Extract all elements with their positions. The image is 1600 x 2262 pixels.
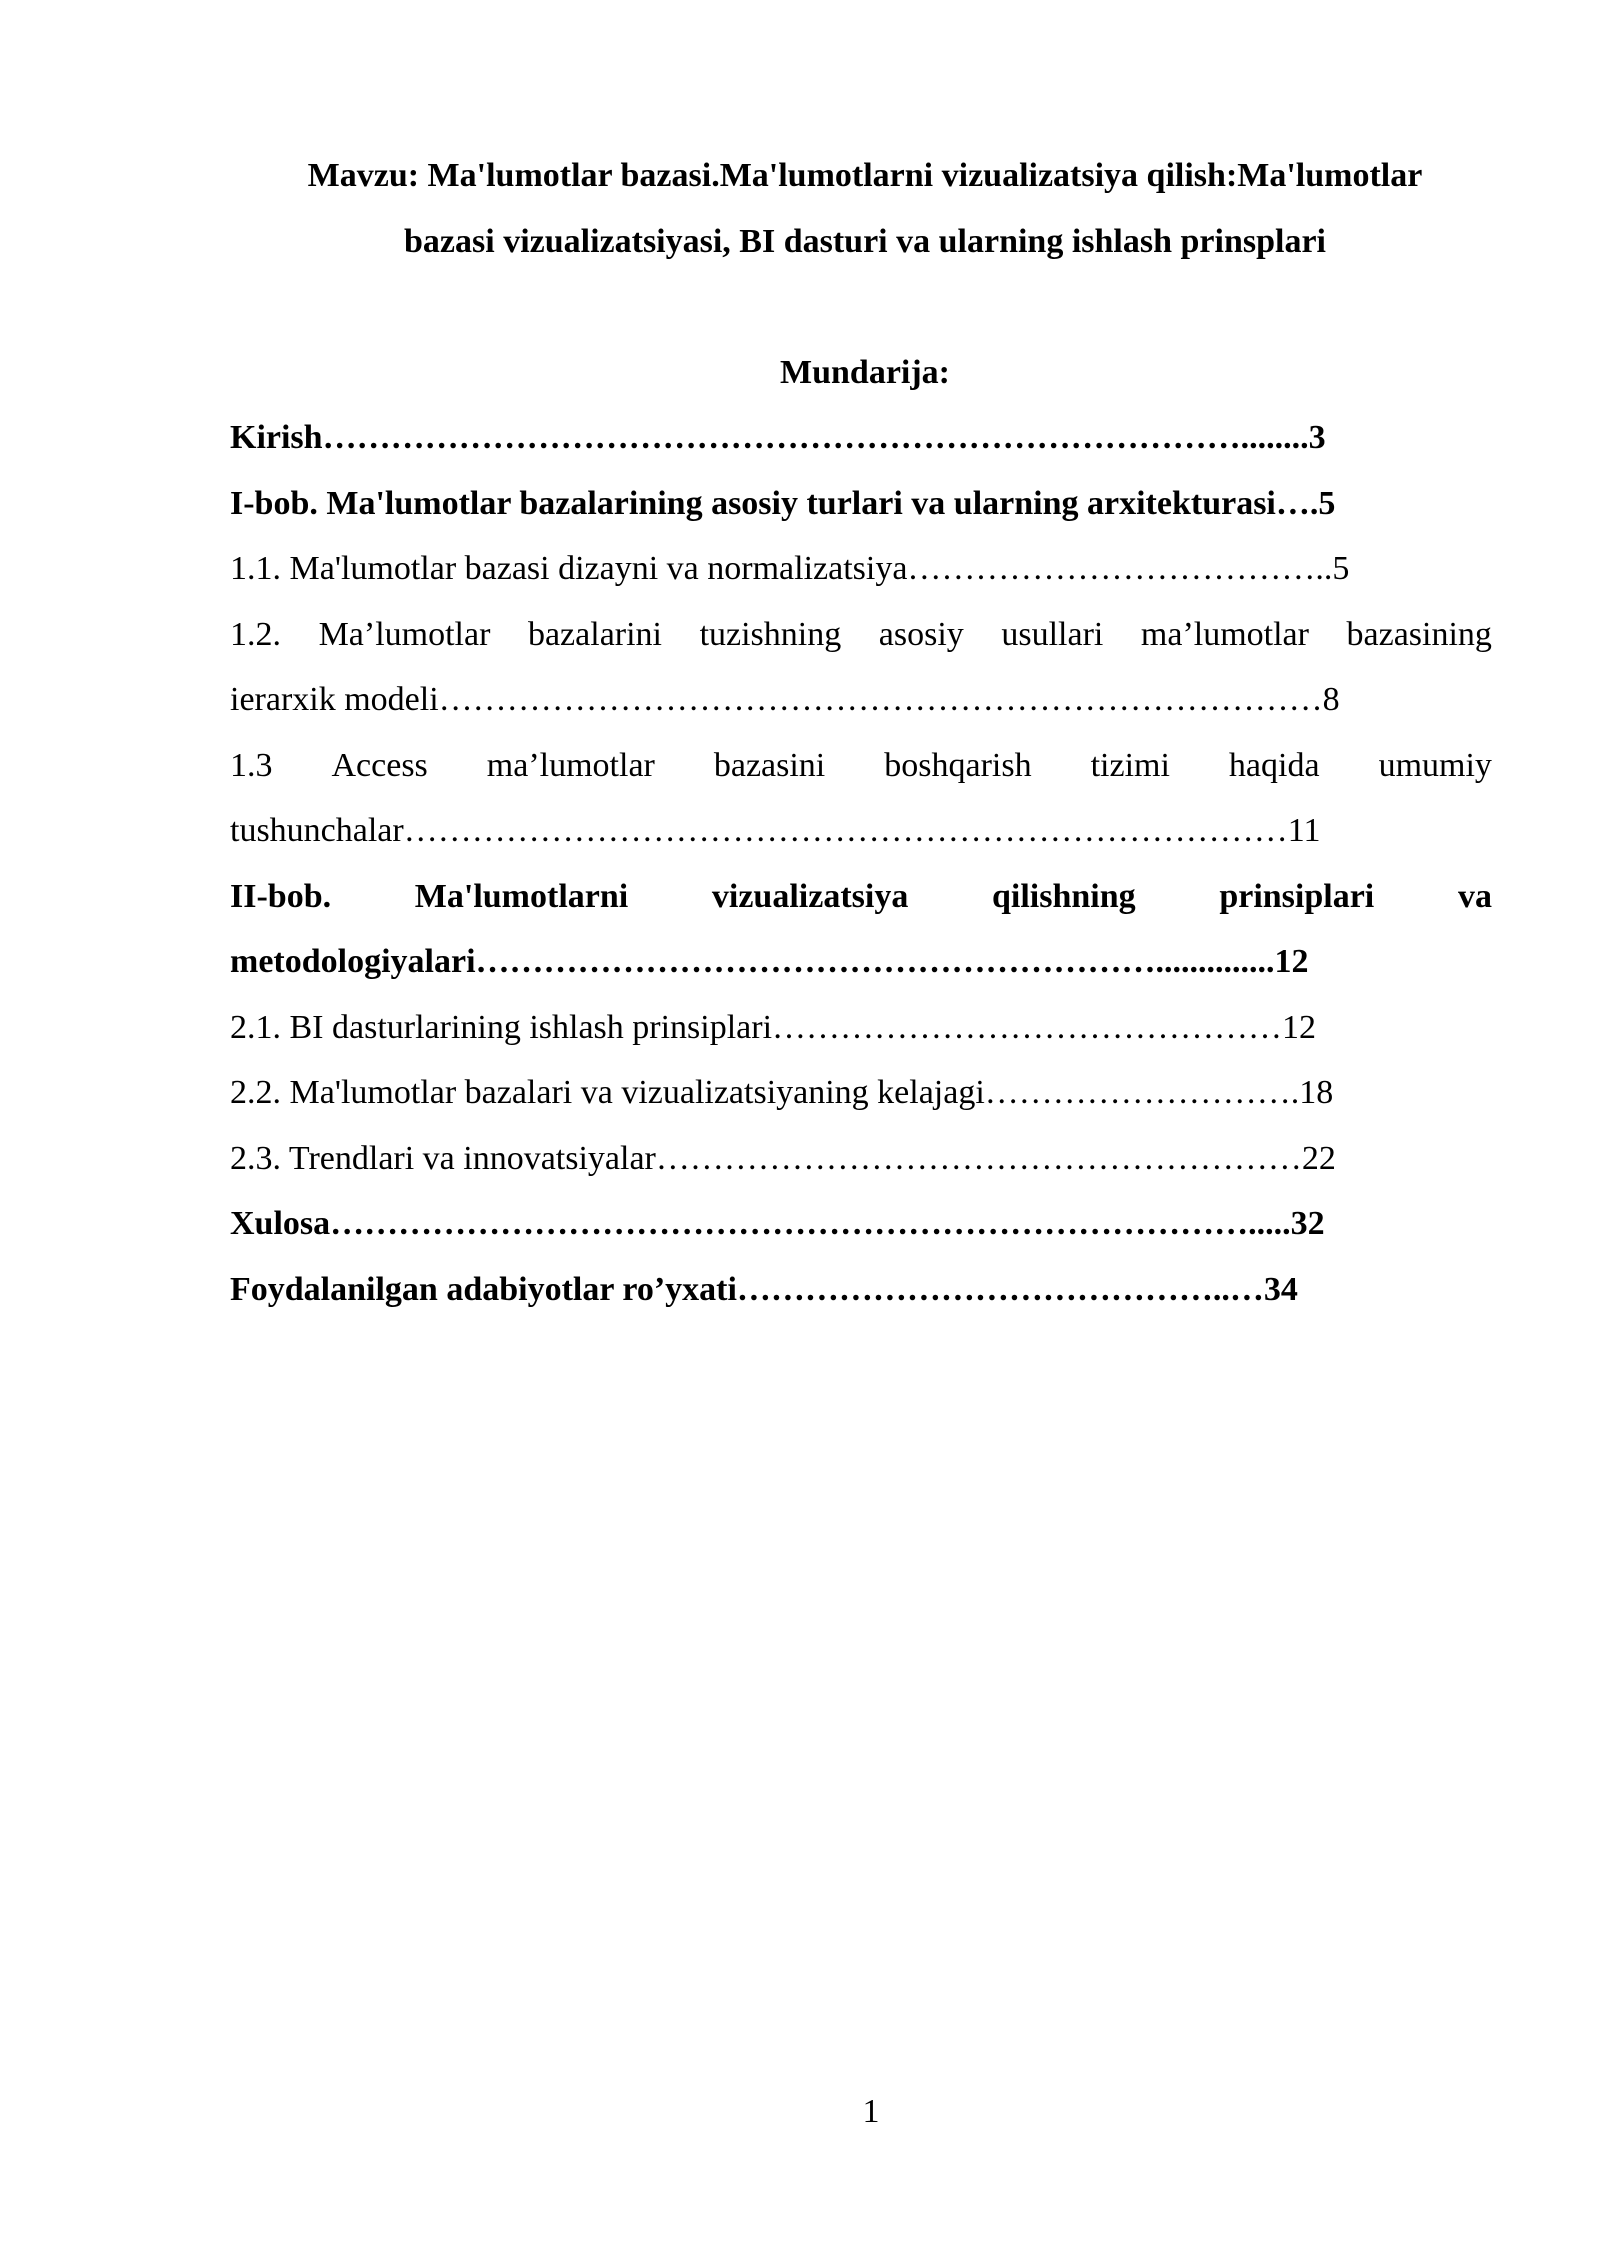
toc-word: va xyxy=(1457,877,1492,915)
toc-word: umumiy xyxy=(1378,746,1492,784)
toc-word: Ma'lumotlarni xyxy=(414,877,629,915)
toc-word: bazasini xyxy=(713,746,826,784)
toc-entry-references: Foydalanilgan adabiyotlar ro’yxati……………………………………..…34 xyxy=(230,1270,1298,1308)
toc-entry-chapter-1: I-bob. Ma'lumotlar bazalarining asosiy turlari va ularning arxitekturasi….5 xyxy=(230,484,1336,522)
toc-word: prinsiplari xyxy=(1219,877,1375,915)
toc-word: boshqarish xyxy=(884,746,1032,784)
toc-word: Ma’lumotlar xyxy=(318,615,491,653)
toc-entry-1-3-continued: tushunchalar……………………………………………………………………11 xyxy=(230,812,1321,849)
toc-entry-2-1: 2.1. BI dasturlarining ishlash prinsiplari………………………………………12 xyxy=(230,1008,1317,1046)
toc-word: haqida xyxy=(1228,746,1320,784)
toc-entry-chapter-2 xyxy=(230,864,1492,930)
toc-word: tizimi xyxy=(1090,746,1170,784)
toc-entry-chapter-2-continued: metodologiyalari……………………………………………………..............12 xyxy=(230,943,1309,980)
toc-word: bazalarini xyxy=(527,615,662,653)
toc-word: tuzishning xyxy=(699,615,842,653)
toc-entry-2-3: 2.3. Trendlari va innovatsiyalar…………………………………………………22 xyxy=(230,1139,1336,1177)
table-of-contents xyxy=(230,405,1492,1322)
toc-word: ma’lumotlar xyxy=(1140,615,1309,653)
toc-word: qilishning xyxy=(992,877,1136,915)
toc-entry-1-2 xyxy=(230,602,1492,668)
toc-word: bazasining xyxy=(1346,615,1492,653)
page-number: 1 xyxy=(862,2093,880,2130)
toc-entry-kirish: Kirish………………………………………………………………………........3 xyxy=(230,419,1326,456)
toc-word: 1.2. xyxy=(230,615,281,653)
contents-heading: Mundarija: xyxy=(780,354,950,391)
toc-word: ma’lumotlar xyxy=(486,746,655,784)
toc-word: usullari xyxy=(1001,615,1104,653)
toc-entry-1-3 xyxy=(230,733,1492,799)
toc-word: Access xyxy=(331,746,428,784)
toc-word: II-bob. xyxy=(230,877,332,915)
toc-entry-1-2-continued: ierarxik modeli……………………………………………………………………8 xyxy=(230,681,1340,718)
toc-entry-xulosa: Xulosa……………………………………………………………………….....32 xyxy=(230,1205,1325,1242)
document-title-line-1: Mavzu: Ma'lumotlar bazasi.Ma'lumotlarni vizualizatsiya qilish:Ma'lumotlar xyxy=(307,157,1423,194)
toc-entry-2-2: 2.2. Ma'lumotlar bazalari va vizualizatsiyaning kelajagi……………………….18 xyxy=(230,1074,1334,1111)
toc-word: 1.3 xyxy=(230,746,273,784)
toc-entry-1-1: 1.1. Ma'lumotlar bazasi dizayni va normalizatsiya………………………………..5 xyxy=(230,550,1350,587)
toc-word: asosiy xyxy=(878,615,964,653)
document-title-line-2: bazasi vizualizatsiyasi, BI dasturi va ularning ishlash prinsplari xyxy=(404,223,1326,260)
toc-word: vizualizatsiya xyxy=(711,877,909,915)
